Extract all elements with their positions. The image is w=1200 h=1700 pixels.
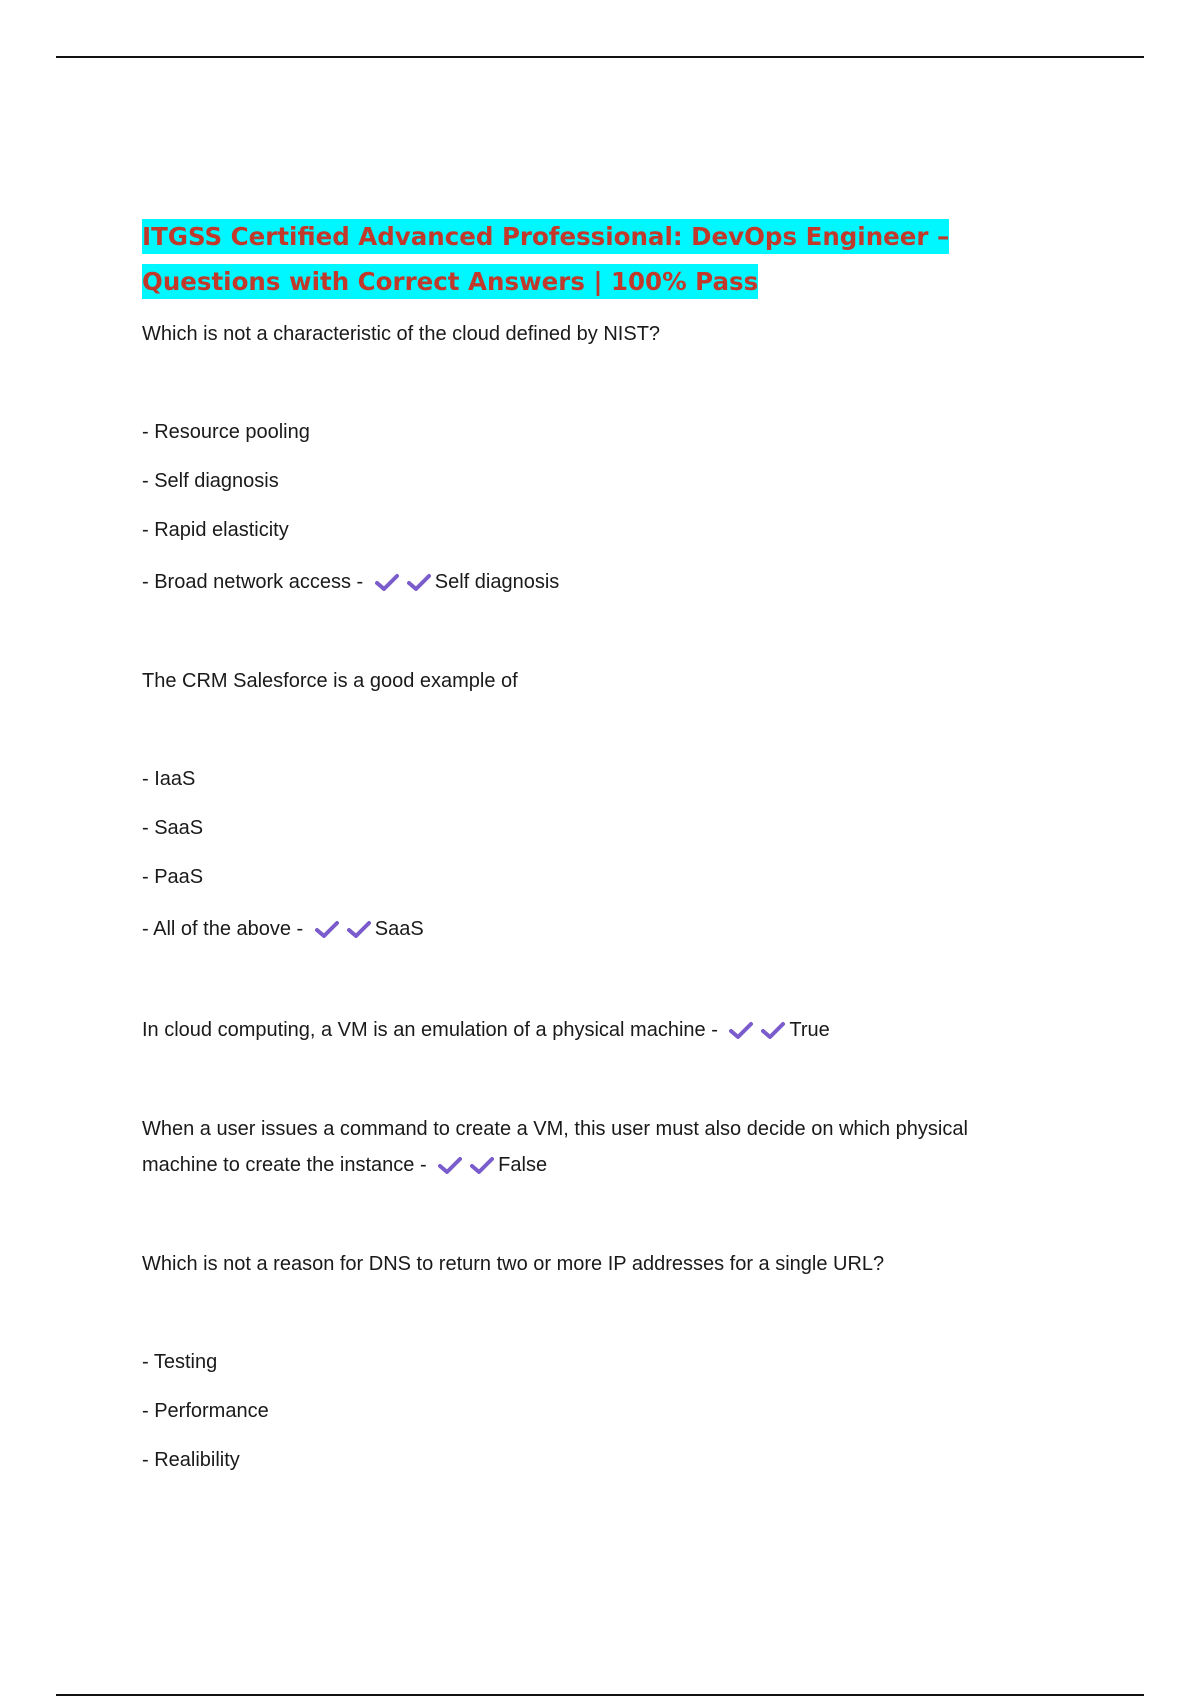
- q2-option-4-with-answer: [142, 917, 424, 941]
- bottom-rule: [56, 1694, 1144, 1696]
- checkmark-icon: [729, 1021, 753, 1039]
- checkmark-icon: [315, 920, 339, 938]
- checkmark-icon: [470, 1156, 494, 1174]
- q5-option-3: - Realibility: [142, 1449, 240, 1471]
- q4-answer: False: [498, 1154, 548, 1176]
- question-4-text-line-2: machine to create the instance -: [142, 1154, 427, 1176]
- question-3-with-answer: [142, 1018, 830, 1042]
- q2-answer: SaaS: [374, 918, 424, 940]
- q1-answer: Self diagnosis: [434, 571, 560, 593]
- question-2-text: The CRM Salesforce is a good example of: [142, 670, 518, 692]
- checkmark-icon: [375, 573, 399, 591]
- document-title: [142, 214, 1052, 304]
- checkmark-icon: [761, 1021, 785, 1039]
- title-highlight: ITGSS Certified Advanced Professional: DevOps Engineer – Questions with Correct Answers | 100% Pass: [142, 219, 949, 299]
- question-1-text: Which is not a characteristic of the cloud defined by NIST?: [142, 323, 661, 345]
- checkmark-icon: [438, 1156, 462, 1174]
- checkmark-icon: [407, 573, 431, 591]
- q5-option-1: - Testing: [142, 1351, 218, 1373]
- top-rule: [56, 56, 1144, 58]
- q3-answer: True: [789, 1019, 830, 1041]
- question-3-text: In cloud computing, a VM is an emulation of a physical machine -: [142, 1019, 718, 1041]
- question-4-with-answer: [142, 1153, 547, 1177]
- q5-option-2: - Performance: [142, 1400, 269, 1422]
- q1-option-3: - Rapid elasticity: [142, 519, 289, 541]
- checkmark-icon: [347, 920, 371, 938]
- q1-option-4-with-answer: [142, 570, 559, 594]
- q2-option-4: - All of the above -: [142, 918, 304, 940]
- q1-option-2: - Self diagnosis: [142, 470, 279, 492]
- q1-option-4: - Broad network access -: [142, 571, 364, 593]
- question-5-text: Which is not a reason for DNS to return two or more IP addresses for a single URL?: [142, 1253, 885, 1275]
- q1-option-1: - Resource pooling: [142, 421, 310, 443]
- q2-option-3: - PaaS: [142, 866, 204, 888]
- question-4-text-line-1: When a user issues a command to create a VM, this user must also decide on which physical: [142, 1118, 968, 1140]
- q2-option-2: - SaaS: [142, 817, 204, 839]
- q2-option-1: - IaaS: [142, 768, 196, 790]
